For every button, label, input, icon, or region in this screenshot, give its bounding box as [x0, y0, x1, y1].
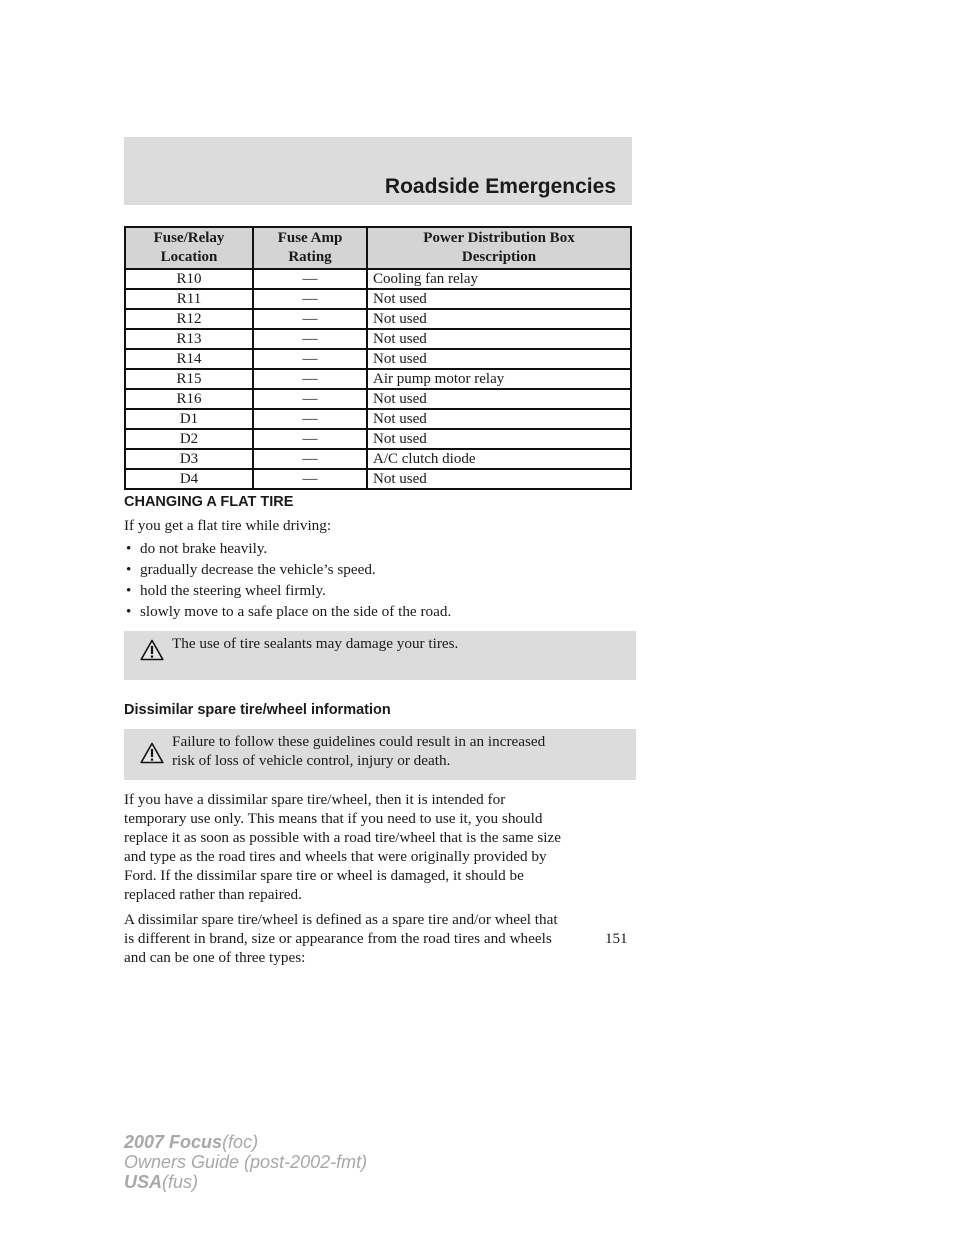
column-header-description	[367, 227, 631, 269]
main-content	[124, 493, 636, 967]
cell-description: Not used	[367, 429, 631, 449]
cell-description: Not used	[367, 469, 631, 489]
paragraph-line: replaced rather than repaired.	[124, 886, 302, 903]
cell-location: R11	[125, 289, 253, 309]
cell-amp-rating: —	[253, 369, 367, 389]
list-item: • do not brake heavily.	[126, 540, 268, 557]
cell-location: R14	[125, 349, 253, 369]
guidelines-warning-line: risk of loss of vehicle control, injury or death.	[172, 752, 451, 769]
table-row	[125, 349, 631, 369]
footer-model-code: (foc)	[222, 1132, 259, 1152]
footer-line-1	[124, 1132, 367, 1152]
table-header-row	[125, 227, 631, 269]
paragraph-line: and type as the road tires and wheels that were originally provided by	[124, 848, 547, 865]
list-item: • gradually decrease the vehicle’s speed.	[126, 561, 376, 578]
cell-amp-rating: —	[253, 289, 367, 309]
table-row	[125, 469, 631, 489]
table-row	[125, 449, 631, 469]
cell-amp-rating: —	[253, 389, 367, 409]
header-location-text: Fuse/Relay Location	[153, 230, 225, 265]
footer-line-3	[124, 1172, 367, 1192]
paragraph-line: replace it as soon as possible with a road tire/wheel that is the same size	[124, 829, 561, 846]
warning-triangle-icon	[140, 639, 164, 661]
header-amp-text: Fuse Amp Rating	[277, 230, 343, 265]
paragraph-line: A dissimilar spare tire/wheel is defined as a spare tire and/or wheel that	[124, 911, 558, 928]
cell-description: Not used	[367, 389, 631, 409]
cell-description: Not used	[367, 309, 631, 329]
cell-amp-rating: —	[253, 329, 367, 349]
paragraph-line: is different in brand, size or appearance from the road tires and wheels	[124, 930, 552, 947]
cell-amp-rating: —	[253, 309, 367, 329]
paragraph-line: and can be one of three types:	[124, 949, 306, 966]
cell-location: D4	[125, 469, 253, 489]
table-row	[125, 309, 631, 329]
section-title: Roadside Emergencies	[384, 175, 616, 198]
list-item-text: hold the steering wheel firmly.	[140, 582, 326, 599]
cell-description: Not used	[367, 329, 631, 349]
table-row	[125, 329, 631, 349]
page-number: 151	[605, 931, 628, 947]
cell-description: Not used	[367, 289, 631, 309]
sealant-warning-box	[124, 631, 636, 680]
cell-amp-rating: —	[253, 269, 367, 289]
footer-line-2: Owners Guide (post-2002-fmt)	[124, 1152, 368, 1172]
paragraph-line: If you have a dissimilar spare tire/wheel, then it is intended for	[124, 791, 506, 808]
dissimilar-paragraph-1	[124, 790, 636, 904]
list-item: • hold the steering wheel firmly.	[126, 582, 326, 599]
cell-description: A/C clutch diode	[367, 449, 631, 469]
column-header-amp-rating	[253, 227, 367, 269]
table-row	[125, 369, 631, 389]
cell-description: Not used	[367, 349, 631, 369]
flat-tire-intro: If you get a flat tire while driving:	[124, 517, 332, 534]
list-item: • slowly move to a safe place on the side of the road.	[126, 603, 452, 620]
list-item-text: slowly move to a safe place on the side of the road.	[140, 603, 452, 620]
table-row	[125, 289, 631, 309]
cell-location: D3	[125, 449, 253, 469]
cell-location: R13	[125, 329, 253, 349]
list-item-text: gradually decrease the vehicle’s speed.	[140, 561, 376, 578]
guidelines-warning-line: Failure to follow these guidelines could result in an increased	[172, 733, 546, 750]
cell-description: Cooling fan relay	[367, 269, 631, 289]
footer-market: USA	[124, 1172, 163, 1192]
guidelines-warning-box	[124, 729, 636, 780]
table-row	[125, 409, 631, 429]
cell-amp-rating: —	[253, 349, 367, 369]
cell-description: Air pump motor relay	[367, 369, 631, 389]
cell-amp-rating: —	[253, 469, 367, 489]
dissimilar-heading: Dissimilar spare tire/wheel information	[124, 702, 391, 718]
cell-location: D2	[125, 429, 253, 449]
footer-market-code: (fus)	[162, 1172, 199, 1192]
flat-tire-list	[124, 539, 636, 621]
cell-location: D1	[125, 409, 253, 429]
table-row	[125, 389, 631, 409]
cell-location: R10	[125, 269, 253, 289]
list-item-text: do not brake heavily.	[140, 540, 268, 557]
paragraph-line: temporary use only. This means that if you need to use it, you should	[124, 810, 543, 827]
table-row	[125, 429, 631, 449]
table-row	[125, 269, 631, 289]
warning-triangle-icon	[140, 742, 164, 764]
header-band	[124, 137, 632, 205]
cell-location: R16	[125, 389, 253, 409]
cell-amp-rating: —	[253, 409, 367, 429]
sealant-warning-text: The use of tire sealants may damage your tires.	[172, 635, 459, 652]
cell-amp-rating: —	[253, 429, 367, 449]
fuse-table	[124, 226, 632, 490]
column-header-location	[125, 227, 253, 269]
footer-model: 2007 Focus	[124, 1132, 223, 1152]
cell-location: R12	[125, 309, 253, 329]
cell-location: R15	[125, 369, 253, 389]
cell-description: Not used	[367, 409, 631, 429]
dissimilar-paragraph-2	[124, 910, 636, 967]
footer	[124, 1132, 367, 1192]
header-description-text: Power Distribution Box Description	[423, 230, 575, 265]
paragraph-line: Ford. If the dissimilar spare tire or wheel is damaged, it should be	[124, 867, 524, 884]
flat-tire-heading: CHANGING A FLAT TIRE	[124, 494, 294, 510]
cell-amp-rating: —	[253, 449, 367, 469]
